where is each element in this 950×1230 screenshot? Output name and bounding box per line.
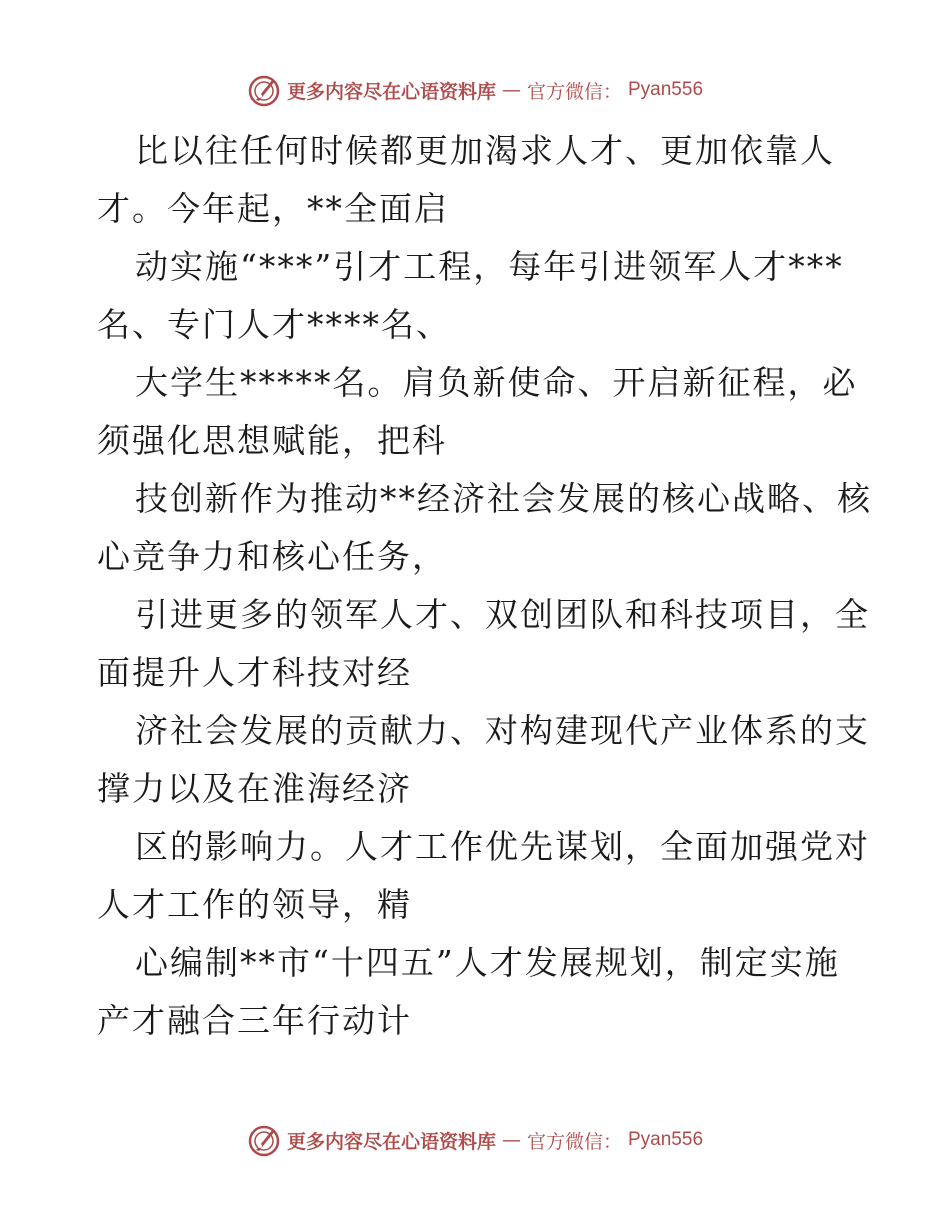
banner-wechat-label: 官方微信：	[526, 80, 622, 103]
text-line: 比以往任何时候都更加渴求人才、更加依靠人	[135, 131, 835, 170]
text-line: 济社会发展的贡献力、对构建现代产业体系的支	[135, 711, 870, 750]
text-line: 须强化思想赋能，把科	[97, 421, 447, 460]
banner-wechat-id: Pyan556	[628, 79, 704, 100]
text-line: 才。今年起，**全面启	[97, 189, 449, 228]
text-line: 区的影响力。人才工作优先谋划，全面加强党对	[135, 827, 870, 866]
text-line: 面提升人才科技对经	[97, 653, 412, 692]
text-line: 名、专门人才****名、	[97, 305, 451, 344]
quill-pen-logo-icon	[247, 1123, 281, 1157]
banner-separator: —	[501, 1129, 521, 1151]
text-line: 大学生*****名。肩负新使命、开启新征程，必	[135, 363, 858, 402]
text-line: 心竞争力和核心任务，	[97, 537, 447, 576]
banner-site-text: 更多内容尽在心语资料库	[286, 80, 496, 103]
document-body	[97, 122, 872, 1050]
banner-site-text: 更多内容尽在心语资料库	[286, 1130, 496, 1153]
text-line: 引进更多的领军人才、双创团队和科技项目，全	[135, 595, 870, 634]
text-line: 撑力以及在淮海经济	[97, 769, 412, 808]
banner-wechat-id: Pyan556	[628, 1129, 704, 1150]
banner-wechat-label: 官方微信：	[526, 1130, 622, 1153]
text-line: 动实施“***”引才工程，每年引进领军人才***	[135, 247, 844, 286]
text-line: 心编制**市“十四五”人才发展规划，制定实施	[135, 943, 840, 982]
header-banner	[0, 70, 950, 110]
banner-separator: —	[501, 79, 521, 101]
text-line: 人才工作的领导，精	[97, 885, 412, 924]
text-line: 产才融合三年行动计	[97, 1001, 412, 1040]
text-line: 技创新作为推动**经济社会发展的核心战略、核	[135, 479, 872, 518]
quill-pen-logo-icon	[247, 73, 281, 107]
footer-banner	[0, 1120, 950, 1160]
